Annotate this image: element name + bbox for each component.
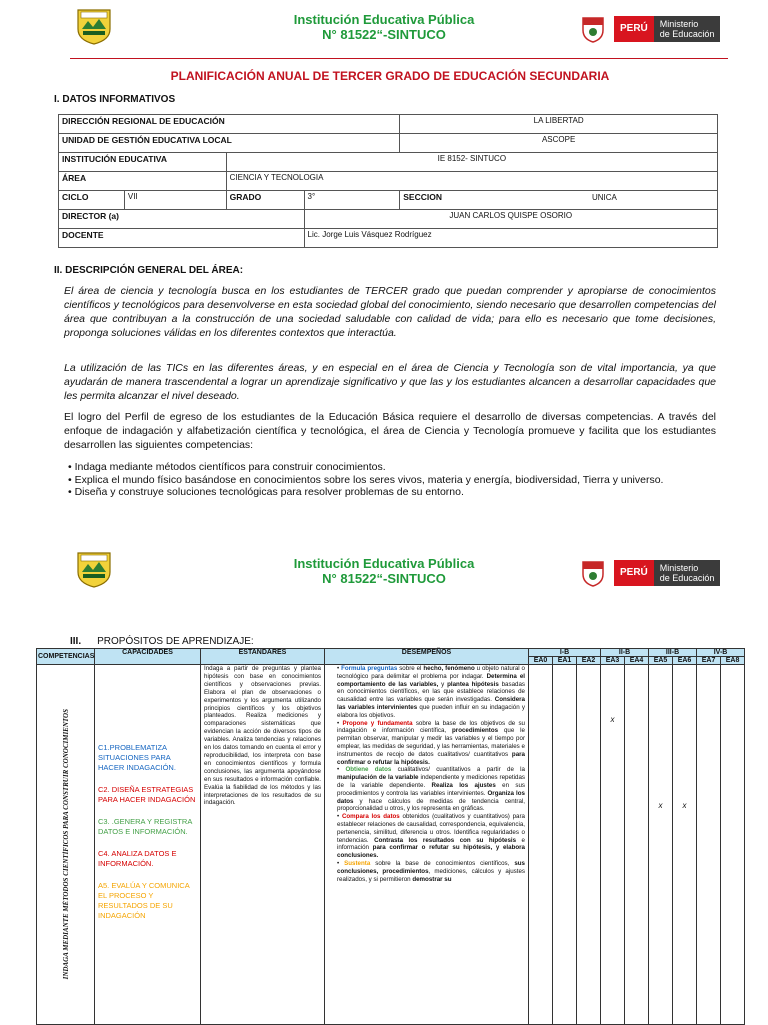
- info-row-ugel: UNIDAD DE GESTIÓN EDUCATIVA LOCAL ASCOPE: [59, 134, 718, 153]
- info-row-ie: INSTITUCIÓN EDUCATIVA IE 8152- SINTUCO: [59, 153, 718, 172]
- desempeno-item: • Obtiene datos cualitativos/ cuantitativos a partir de la manipulación de la variable independiente y mediciones repetidas de la variable dependiente. Realiza los ajustes en sus procedimientos y controla las variables intervinientes. Organiza los datos y hace cálculos de medidas de tendencia central, proporcionalidad u otros, y los representa en gráficas.: [337, 766, 526, 813]
- table-row: [37, 665, 745, 1025]
- ea-cell: [553, 665, 577, 1025]
- section-descripcion-title: II. DESCRIPCIÓN GENERAL DEL ÁREA:: [54, 265, 244, 276]
- ministry-label: Ministerio de Educación: [654, 560, 721, 586]
- desempeno-item: • Formula preguntas sobre el hecho, fenómeno u objeto natural o tecnológico para delimitar el problema por indagar. Determina el comportamiento de las variables, y plantea hipótesis basadas en conocimientos científicos, en las que establece relaciones de causalidad entre las variables que serán investigadas. Considera las variables intervinientes que pueden influir en su indagación y elabora los objetivos.: [337, 665, 525, 719]
- peru-shield-icon: [578, 15, 608, 43]
- list-item: • Indaga mediante métodos científicos para construir conocimientos.: [68, 461, 386, 473]
- ea-cell: [721, 665, 745, 1025]
- competency-list: [68, 461, 718, 499]
- institution-number: N° 81522“-SINTUCO: [322, 571, 446, 586]
- estandar-cell: Indaga a partir de preguntas y plantea hipótesis con base en conocimientos científicos y observaciones previas. Elabora el plan de observaciones o experimentos y los argumenta utilizando principios científicos y los objetivos planteados. Realiza mediciones y comparaciones sistemáticas que evidencian la acción de diversos tipos de variables. Analiza tendencias y relaciones en los datos tomando en cuenta el error y reproducibilidad, los interpreta con base en conocimientos científicos y formula conclusiones, las argumenta apoyándose en sus resultados e información confiable. Evalúa la fiabilidad de los métodos y las interpretaciones de los resultados de su indagación.: [201, 665, 325, 1025]
- ea-cell-marked: x: [673, 665, 697, 1025]
- desempeno-item: • Compara los datos obtenidos (cualitativos y cuantitativos) para establecer relaciones de causalidad, correspondencia, equivalencia, pertenencia, similitud, diferencia u otros. Identifica regularidades o tendencias. Contrasta los resultados con su hipótesis e información para confirmar o refutar su hipótesis, y elabora conclusiones.: [337, 813, 525, 860]
- minedu-logo: [578, 16, 720, 42]
- info-table: [58, 114, 718, 248]
- competency-cell: INDAGA MEDIANTE MÉTODOS CIENTÍFICOS PARA CONSTRUIR CONOCIMIENTOS: [37, 665, 95, 1025]
- peru-shield-icon: [578, 559, 608, 587]
- section-propositos-title: III. PROPÓSITOS DE APRENDIZAJE:: [70, 636, 254, 647]
- institution-name: Institución Educativa Pública: [293, 556, 475, 571]
- capacity-c3: C3. .GENERA Y REGISTRA DATOS E INFORMACIÓN.: [98, 817, 192, 836]
- minedu-logo: [578, 560, 720, 586]
- desempeno-item: • Propone y fundamenta sobre la base de los objetivos de su indagación e información científica, procedimientos que le permitan observar, manipular y medir las variables y el tiempo por emplear, las medidas de seguridad, y las herramientas, materiales e instrumentos de recojo de datos cualitativos/ cuantitativos para confirmar o refutar la hipótesis.: [337, 719, 525, 766]
- header-ea: EA4: [625, 657, 649, 665]
- paragraph-area: El área de ciencia y tecnología busca en los estudiantes de TERCER grado que puedan comprender y apropiarse de conocimientos científicos y tecnológicos para desenvolverse en esta sociedad global del conocimiento, siendo necesario que desarrollen competencias del área que contribuyan a la construcción de una sociedad saludable con calidad de vida; para ello es necesario que tome decisiones, proponga soluciones válidas en los diferentes contextos que interactúa.: [64, 285, 716, 339]
- ea-cell: [697, 665, 721, 1025]
- header-ea: EA1: [553, 657, 577, 665]
- header-ea: EA5: [649, 657, 673, 665]
- school-logo: [75, 7, 113, 50]
- ea-cell: [625, 665, 649, 1025]
- desempeno-item: • Sustenta sobre la base de conocimientos científicos, sus conclusiones, procedimientos, mediciones, cálculos y ajustes realizados, y si permitieron demostrar su: [337, 859, 525, 883]
- header-desempenos: DESEMPEÑOS: [325, 649, 529, 665]
- institution-number: N° 81522“-SINTUCO: [322, 27, 446, 42]
- info-row-dre: DIRECCIÓN REGIONAL DE EDUCACIÓN LA LIBERTAD: [59, 115, 718, 134]
- capacity-c4: C4. ANALIZA DATOS E INFORMACIÓN.: [98, 849, 177, 868]
- school-logo: [75, 550, 113, 593]
- info-row-area: ÁREA CIENCIA Y TECNOLOGIA: [59, 172, 718, 191]
- ea-cell: [577, 665, 601, 1025]
- school-crest-icon: [75, 550, 113, 588]
- desempenos-cell: [325, 665, 529, 1025]
- info-row-ciclo: CICLO VII GRADO 3° SECCION UNICA: [59, 191, 718, 210]
- peru-label: PERÚ: [614, 560, 654, 586]
- school-crest-icon: [75, 7, 113, 45]
- header-bimestre: II-B: [601, 649, 649, 657]
- header-bimestre: III-B: [649, 649, 697, 657]
- header-ea: EA6: [673, 657, 697, 665]
- list-item: • Diseña y construye soluciones tecnológicas para resolver problemas de su entorno.: [68, 486, 464, 498]
- header-estandares: ESTANDARES: [201, 649, 325, 665]
- info-row-director: DIRECTOR (a) JUAN CARLOS QUISPE OSORIO: [59, 210, 718, 229]
- capacidades-cell: [95, 665, 201, 1025]
- header-competencias: COMPETENCIAS: [37, 649, 95, 665]
- proposito-table: [36, 648, 745, 1025]
- ea-cell: [529, 665, 553, 1025]
- capacity-c2: C2. DISEÑA ESTRATEGIAS PARA HACER INDAGACIÓN: [98, 785, 196, 804]
- peru-label: PERÚ: [614, 16, 654, 42]
- plan-title: PLANIFICACIÓN ANUAL DE TERCER GRADO DE EDUCACIÓN SECUNDARIA: [170, 69, 610, 83]
- header-ea: EA2: [577, 657, 601, 665]
- header-bimestre: I-B: [529, 649, 601, 657]
- ea-cell-marked: x: [601, 665, 625, 1025]
- institution-name: Institución Educativa Pública: [293, 12, 475, 27]
- capacity-a5: A5. EVALÚA Y COMUNICA EL PROCESO Y RESULTADOS DE SU INDAGACIÓN: [98, 881, 190, 920]
- list-item: • Explica el mundo físico basándose en conocimientos sobre los seres vivos, materia y energía, biodiversidad, Tierra y universo.: [68, 473, 664, 486]
- header-ea: EA0: [529, 657, 553, 665]
- header-capacidades: CAPACIDADES: [95, 649, 201, 665]
- capacity-c1: C1.PROBLEMATIZA SITUACIONES PARA HACER INDAGACIÓN.: [98, 743, 176, 772]
- info-row-docente: DOCENTE Lic. Jorge Luis Vásquez Rodríguez: [59, 229, 718, 248]
- paragraph-tics: La utilización de las TICs en las diferentes áreas, y en especial en el área de Ciencia y Tecnología son de vital importancia, ya que ayudarán de manera trascendental a lograr un aprendizaje significativo y que las y los estudiantes alcancen a desarrollar capacidades que les permita alcanzar el nivel deseado.: [64, 362, 716, 402]
- header-bimestre: IV-B: [697, 649, 745, 657]
- header-rule: [70, 58, 728, 59]
- header-ea: EA3: [601, 657, 625, 665]
- header-ea: EA8: [721, 657, 745, 665]
- header-ea: EA7: [697, 657, 721, 665]
- ministry-label: Ministerio de Educación: [654, 16, 721, 42]
- section-datos-title: I. DATOS INFORMATIVOS: [54, 94, 176, 105]
- paragraph-perfil: El logro del Perfil de egreso de los estudiantes de la Educación Básica requiere el desarrollo de diversas competencias. A través del enfoque de indagación y alfabetización científica y tecnológica, el área de Ciencia y Tecnología promueve y facilita que los estudiantes desarrollen las siguientes competencias:: [64, 411, 716, 451]
- ea-cell-marked: x: [649, 665, 673, 1025]
